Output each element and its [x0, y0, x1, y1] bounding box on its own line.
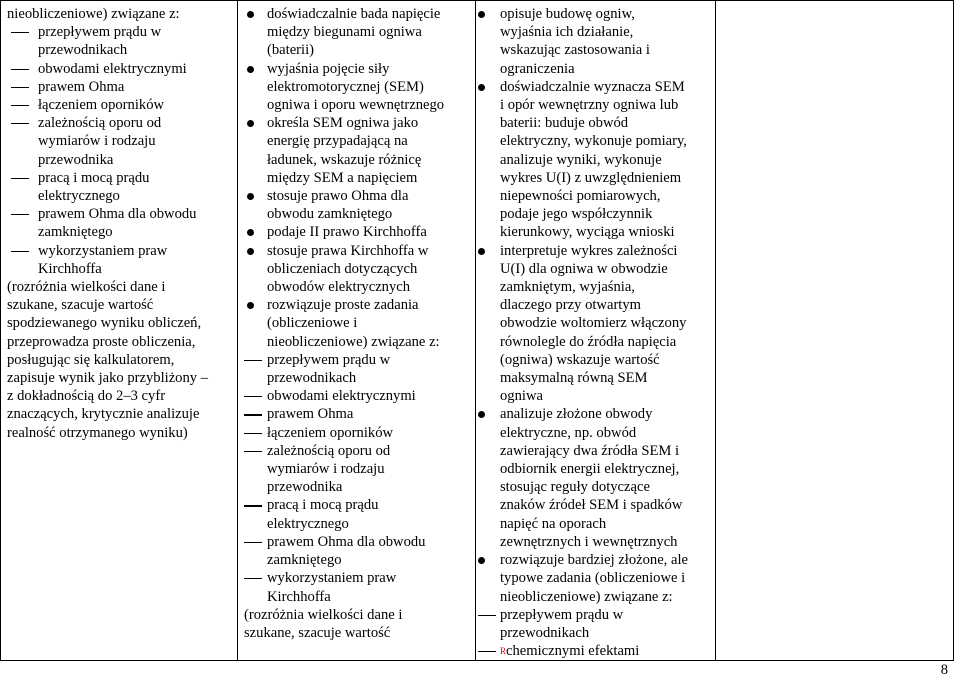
text-line — [476, 278, 715, 296]
text-line — [476, 351, 715, 369]
line-text: doświadczalnie bada napięcie — [267, 6, 441, 22]
line-text: wymiarów i rodzaju — [38, 133, 156, 150]
line-text: przewodnikach — [38, 42, 128, 59]
text-line — [476, 496, 715, 514]
line-text: zależnością oporu od — [38, 115, 162, 132]
line-text: elektromotorycznej (SEM) — [267, 78, 424, 95]
line-text: ładunek, wskazuje różnicę — [267, 151, 422, 168]
line-text: maksymalną równą SEM — [500, 370, 648, 387]
column-2 — [238, 1, 476, 661]
line-text: napięć na oporach — [500, 515, 607, 532]
text-line — [238, 387, 475, 405]
line-text: określa SEM ogniwa jako — [267, 115, 419, 132]
text-line — [476, 205, 715, 223]
text-line — [238, 114, 475, 132]
text-line — [476, 442, 715, 460]
line-text: doświadczalnie wyznacza SEM — [500, 78, 685, 95]
line-text: z dokładnością do 2–3 cyfr — [7, 388, 166, 405]
text-line — [238, 460, 475, 478]
text-line — [476, 588, 715, 606]
text-line — [476, 132, 715, 150]
line-text: zewnętrznych i wewnętrznych — [500, 533, 678, 550]
bullet-icon — [247, 120, 254, 127]
text-line — [476, 5, 715, 23]
line-text: przewodnikach — [267, 370, 357, 387]
line-text: obliczeniach dotyczących — [267, 260, 418, 277]
text-line — [238, 41, 475, 59]
line-text: dlaczego przy otwartym — [500, 297, 642, 314]
text-line — [476, 114, 715, 132]
text-line — [1, 405, 237, 423]
line-text: nieobliczeniowe) związane z: — [267, 333, 440, 350]
line-text: przewodnika — [267, 479, 343, 496]
text-line — [476, 551, 715, 569]
text-line — [238, 78, 475, 96]
bullet-icon — [478, 11, 485, 18]
line-text: wskazując zastosowania i — [500, 42, 650, 59]
page-number: 8 — [940, 662, 948, 678]
dash-icon — [11, 87, 29, 88]
line-text: rozwiązuje proste zadania — [267, 297, 419, 314]
bullet-icon — [478, 84, 485, 91]
line-text: spodziewanego wyniku obliczeń, — [7, 315, 202, 332]
text-line — [238, 478, 475, 496]
text-line — [476, 424, 715, 442]
text-line — [476, 151, 715, 169]
column-4 — [716, 1, 954, 661]
dash-icon — [11, 32, 29, 33]
line-text: przeprowadza proste obliczenia, — [7, 333, 196, 350]
bullet-icon — [247, 193, 254, 200]
text-line — [238, 496, 475, 514]
text-line — [238, 132, 475, 150]
text-line — [1, 114, 237, 132]
line-text: wyjaśnia ich działanie, — [500, 24, 634, 41]
text-line — [1, 369, 237, 387]
line-text: wyjaśnia pojęcie siły — [267, 60, 390, 77]
text-line — [238, 169, 475, 187]
bullet-icon — [247, 11, 254, 18]
text-line — [1, 169, 237, 187]
dash-icon — [11, 251, 29, 252]
dash-icon — [11, 178, 29, 179]
text-line — [1, 187, 237, 205]
line-text: przepływem prądu w — [500, 606, 624, 623]
line-text: Kirchhoffa — [267, 588, 331, 605]
text-line — [1, 424, 237, 442]
text-line — [476, 624, 715, 642]
dash-icon — [478, 615, 496, 616]
line-text: opisuje budowę ogniw, — [500, 6, 635, 22]
bullet-icon — [478, 411, 485, 418]
text-line — [238, 551, 475, 569]
line-text: analizuje złożone obwody — [500, 406, 653, 423]
text-line — [1, 132, 237, 150]
dash-icon — [244, 360, 262, 361]
text-line — [1, 60, 237, 78]
text-line — [476, 41, 715, 59]
line-text: interpretuje wykres zależności — [500, 242, 678, 259]
line-text: obwodów elektrycznych — [267, 279, 411, 296]
line-text: ograniczenia — [500, 60, 575, 77]
text-line — [238, 60, 475, 78]
text-line — [476, 187, 715, 205]
line-text: między SEM a napięciem — [267, 169, 418, 186]
dash-icon — [478, 651, 496, 652]
dash-icon — [244, 542, 262, 543]
text-line — [476, 23, 715, 41]
line-text: baterii: buduje obwód — [500, 115, 629, 132]
line-text: niepewności pomiarowych, — [500, 188, 661, 205]
text-line — [238, 369, 475, 387]
bullet-icon — [478, 248, 485, 255]
line-text: ogniwa — [500, 388, 543, 405]
line-text: podaje jego współczynnik — [500, 206, 653, 223]
line-text: elektryczny, wykonuje pomiary, — [500, 133, 687, 150]
line-text: prawem Ohma dla obwodu — [38, 206, 197, 223]
dash-icon — [11, 123, 29, 124]
bullet-icon — [247, 66, 254, 73]
text-line — [238, 588, 475, 606]
text-line — [238, 278, 475, 296]
line-text: pracą i mocą prądu — [267, 497, 379, 514]
line-text: zapisuje wynik jako przybliżony – — [7, 370, 209, 387]
line-text: i opór wewnętrzny ogniwa lub — [500, 97, 679, 114]
text-line — [476, 296, 715, 314]
text-line — [476, 405, 715, 423]
dash-icon — [244, 451, 262, 452]
line-text: zawierający dwa źródła SEM i — [500, 442, 680, 459]
text-line — [238, 205, 475, 223]
text-line — [1, 333, 237, 351]
line-text: analizuje wyniki, wykonuje — [500, 151, 662, 168]
line-text: stosując reguły dotyczące — [500, 479, 650, 496]
text-line — [476, 460, 715, 478]
bullet-icon — [247, 248, 254, 255]
text-line — [238, 606, 475, 624]
line-text: (obliczeniowe i — [267, 315, 358, 332]
line-text: chemicznymi efektami — [506, 643, 640, 660]
text-line — [1, 278, 237, 296]
line-text: podaje II prawo Kirchhoffa — [267, 224, 427, 241]
line-text: zamkniętym, wyjaśnia, — [500, 279, 635, 296]
text-line — [1, 151, 237, 169]
line-text: nieobliczeniowe) związane z: — [500, 588, 673, 605]
line-text: nieobliczeniowe) związane z: — [7, 6, 180, 22]
line-text: obwodami elektrycznymi — [38, 60, 187, 77]
text-line — [238, 624, 475, 642]
revision-mark: R — [500, 646, 507, 657]
line-text: posługując się kalkulatorem, — [7, 351, 175, 368]
line-text: wymiarów i rodzaju — [267, 461, 385, 478]
line-text: łączeniem oporników — [267, 424, 394, 441]
text-line — [1, 351, 237, 369]
text-line — [476, 369, 715, 387]
text-line — [238, 424, 475, 442]
column-3 — [476, 1, 716, 661]
text-line — [1, 96, 237, 114]
line-text: wykres U(I) z uwzględnieniem — [500, 169, 682, 186]
text-line — [238, 533, 475, 551]
line-text: rozwiązuje bardziej złożone, ale — [500, 552, 688, 569]
text-line — [476, 515, 715, 533]
line-text: znaczących, krytycznie analizuje — [7, 406, 200, 423]
text-line — [238, 442, 475, 460]
line-text: łączeniem oporników — [38, 97, 165, 114]
text-line — [1, 78, 237, 96]
text-line — [238, 242, 475, 260]
dash-icon — [244, 396, 262, 397]
line-text: przepływem prądu w — [267, 351, 391, 368]
text-line — [476, 533, 715, 551]
bullet-icon — [478, 557, 485, 564]
line-text: elektrycznego — [38, 188, 120, 205]
text-line — [476, 478, 715, 496]
line-text: przewodnikach — [500, 624, 590, 641]
text-line — [476, 387, 715, 405]
line-text: pracą i mocą prądu — [38, 169, 150, 186]
line-text: obwodami elektrycznymi — [267, 388, 416, 405]
line-text: prawem Ohma — [38, 78, 125, 95]
text-line — [238, 23, 475, 41]
text-line — [238, 260, 475, 278]
text-line — [238, 569, 475, 587]
line-text: prawem Ohma dla obwodu — [267, 533, 426, 550]
line-text: elektrycznego — [267, 515, 349, 532]
text-line — [238, 333, 475, 351]
text-line — [476, 642, 715, 660]
dash-icon — [244, 578, 262, 579]
text-line — [238, 314, 475, 332]
bullet-icon — [247, 302, 254, 309]
text-line — [476, 242, 715, 260]
line-text: szukane, szacuje wartość — [7, 297, 154, 314]
dash-icon — [11, 105, 29, 106]
line-text: obwodzie woltomierz włączony — [500, 315, 687, 332]
line-text: między biegunami ogniwa — [267, 24, 422, 41]
text-line — [1, 314, 237, 332]
line-text: elektryczne, np. obwód — [500, 424, 637, 441]
text-line — [238, 296, 475, 314]
line-text: obwodu zamkniętego — [267, 206, 393, 223]
line-text: szukane, szacuje wartość — [244, 624, 391, 641]
line-text: zależnością oporu od — [267, 442, 391, 459]
text-line — [476, 169, 715, 187]
line-text: (rozróżnia wielkości dane i — [7, 279, 166, 296]
text-line — [238, 223, 475, 241]
line-text: znaków źródeł SEM i spadków — [500, 497, 683, 514]
dash-icon — [244, 433, 262, 434]
line-text: energię przypadającą na — [267, 133, 408, 150]
line-text: wykorzystaniem praw — [38, 242, 168, 259]
text-line — [476, 260, 715, 278]
text-line — [1, 242, 237, 260]
text-line — [1, 23, 237, 41]
text-line — [238, 351, 475, 369]
line-text: prawem Ohma — [267, 406, 354, 423]
text-line — [1, 296, 237, 314]
text-line — [476, 96, 715, 114]
line-text: kierunkowy, wyciąga wnioski — [500, 224, 675, 241]
text-line — [1, 41, 237, 59]
text-line — [476, 606, 715, 624]
line-text: przewodnika — [38, 151, 114, 168]
text-line — [1, 5, 237, 23]
line-text: stosuje prawa Kirchhoffa w — [267, 242, 429, 259]
text-line — [238, 96, 475, 114]
line-text: odbiornik energii elektrycznej, — [500, 461, 680, 478]
text-line — [1, 205, 237, 223]
dash-icon — [244, 414, 262, 415]
text-line — [476, 60, 715, 78]
text-line — [1, 387, 237, 405]
line-text: wykorzystaniem praw — [267, 570, 397, 587]
line-text: zamkniętego — [267, 552, 342, 569]
line-text: Kirchhoffa — [38, 260, 102, 277]
line-text: równolegle do źródła napięcia — [500, 333, 677, 350]
dash-icon — [11, 69, 29, 70]
line-text: stosuje prawo Ohma dla — [267, 188, 409, 205]
bullet-icon — [247, 229, 254, 236]
line-text: U(I) dla ogniwa w obwodzie — [500, 260, 668, 277]
text-line — [476, 333, 715, 351]
line-text: (rozróżnia wielkości dane i — [244, 606, 403, 623]
line-text: (ogniwa) wskazuje wartość — [500, 351, 660, 368]
text-line — [238, 151, 475, 169]
text-line — [476, 223, 715, 241]
line-text: typowe zadania (obliczeniowe i — [500, 570, 686, 587]
column-1 — [1, 1, 238, 661]
text-line — [476, 569, 715, 587]
line-text: przepływem prądu w — [38, 24, 162, 41]
text-line — [238, 187, 475, 205]
line-text: (baterii) — [267, 42, 314, 59]
dash-icon — [11, 214, 29, 215]
line-text: realność otrzymanego wyniku) — [7, 424, 188, 441]
text-line — [476, 314, 715, 332]
text-line — [1, 223, 237, 241]
line-text: zamkniętego — [38, 224, 113, 241]
line-text: ogniwa i oporu wewnętrznego — [267, 97, 445, 114]
dash-icon — [244, 505, 262, 506]
text-line — [238, 5, 475, 23]
text-line — [238, 405, 475, 423]
text-line — [238, 515, 475, 533]
text-line — [1, 260, 237, 278]
text-line — [476, 78, 715, 96]
